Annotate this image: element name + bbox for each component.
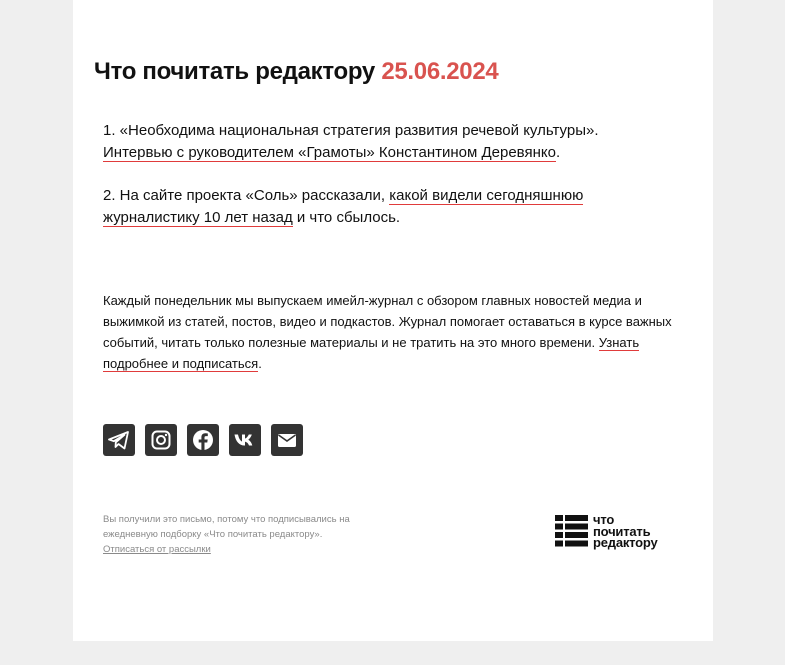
subscribe-link[interactable]: Узнать подробнее и подписаться <box>103 335 640 371</box>
promo-suffix: . <box>258 356 262 371</box>
brand-logo <box>555 514 658 549</box>
item-suffix: и что сбылось. <box>292 209 401 226</box>
vk-icon[interactable] <box>229 424 261 456</box>
footer-note <box>103 512 403 557</box>
email-icon[interactable] <box>271 424 303 456</box>
title-text: Что почитать редактору <box>94 58 375 85</box>
page-title <box>94 58 498 86</box>
footer-reason: Вы получили это письмо, потому что подписывались на ежедневную подборку «Что почитать редактору». <box>103 514 350 540</box>
list-item <box>103 120 663 164</box>
email-card <box>73 0 713 641</box>
facebook-icon[interactable] <box>187 424 219 456</box>
promo-text <box>103 290 688 374</box>
item-suffix: . <box>555 144 561 161</box>
logo-line: почитать <box>593 523 651 539</box>
item-text: 2. На сайте проекта «Соль» рассказали, <box>103 187 390 204</box>
logo-line: что <box>593 512 615 527</box>
item-link[interactable]: Интервью с руководителем «Грамоты» Константином Деревянко <box>103 144 556 161</box>
social-links <box>103 424 303 456</box>
promo-body: Каждый понедельник мы выпускаем имейл-журнал с обзором главных новостей медиа и выжимкой из статей, постов, видео и подкастов. Журнал помогает оставаться в курсе важных событий, читать только полезные материалы и не тратить на это много времени. <box>103 293 672 350</box>
logo-mark-icon <box>555 514 588 548</box>
item-link[interactable]: какой видели сегодняшнюю журналистику 10 лет назад <box>103 187 584 226</box>
instagram-icon[interactable] <box>145 424 177 456</box>
issue-date: 25.06.2024 <box>381 58 499 85</box>
telegram-icon[interactable] <box>103 424 135 456</box>
logo-line: редактору <box>593 535 658 550</box>
list-item <box>103 185 663 229</box>
unsubscribe-link[interactable]: Отписаться от рассылки <box>103 544 211 555</box>
item-text: 1. «Необходима национальная стратегия развития речевой культуры». <box>103 122 599 139</box>
logo-text <box>593 514 658 549</box>
